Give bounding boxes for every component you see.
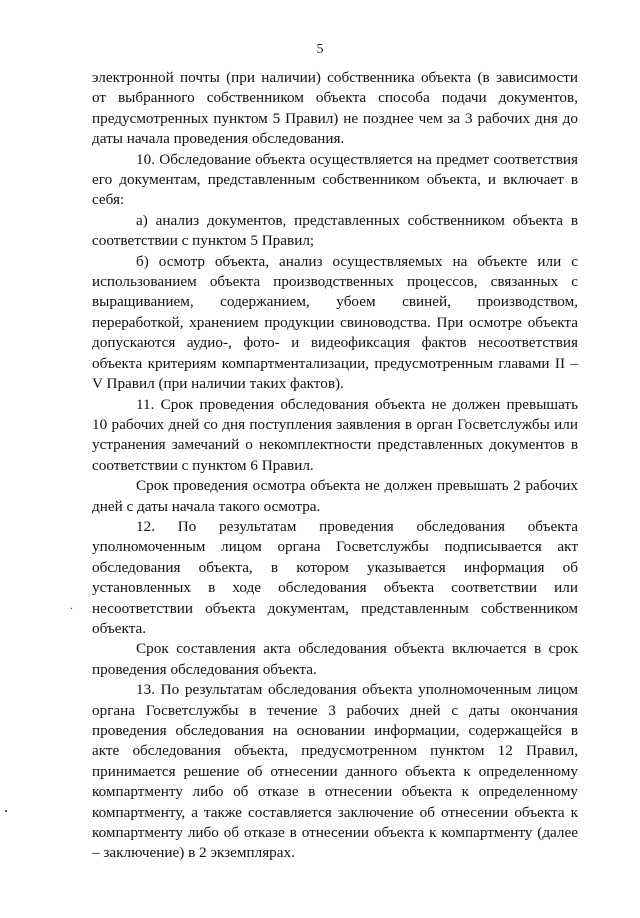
page-number: 5 bbox=[316, 42, 324, 57]
paragraph-item-12-term: Срок составления акта обследования объекта включается в срок проведения обследования объекта. bbox=[92, 640, 578, 678]
paragraph-item-13: 13. По результатам обследования объекта уполномоченным лицом органа Госветслужбы в течение 3 рабочих дней с даты окончания проведения обследования на основании информации, содержащейся в акте обследования объекта, предусмотренном пунктом 12 Правил, принимается решение об отнесении данного объекта к определенному компартменту либо об отказе в отнесении объекта к определенному компартменту, а также составляется заключение об отнесении объекта к компартменту либо об отказе в отнесении объекта к компартменту (далее – заключение) в 2 экземплярах. bbox=[92, 681, 578, 862]
paragraph-item-10a: а) анализ документов, представленных собственником объекта в соответствии с пунктом 5 Правил; bbox=[92, 211, 578, 250]
paragraph-item-11: 11. Срок проведения обследования объекта не должен превышать 10 рабочих дней со дня поступления заявления в орган Госветслужбы или устранения замечаний о некомплектности представленных документов в соответствии с пунктом 6 Правил. bbox=[92, 395, 578, 474]
paragraph-item-12: 12. По результатам проведения обследования объекта уполномоченным лицом органа Госветслужбы подписывается акт обследования объекта, в котором указывается информация об установленных в ходе обследования объекта соответствии или несоответствии объекта документам, представленным собственником объекта. bbox=[92, 517, 578, 637]
document-body bbox=[92, 68, 578, 864]
paragraph-item-11-term: Срок проведения осмотра объекта не должен превышать 2 рабочих дней с даты начала такого осмотра. bbox=[92, 477, 578, 515]
scan-mark: · bbox=[70, 604, 74, 615]
paragraph-continuation: электронной почты (при наличии) собственника объекта (в зависимости от выбранного собственником объекта способа подачи документов, предусмотренных пунктом 5 Правил) не позднее чем за 3 рабочих дня до даты начала проведения обследования. bbox=[92, 69, 578, 148]
scan-mark bbox=[5, 810, 7, 812]
paragraph-item-10b: б) осмотр объекта, анализ осуществляемых на объекте или с использованием объекта производственных процессов, связанных с выращиванием, содержанием, убоем свиней, производством, переработкой, хранением продукции свиноводства. При осмотре объекта допускаются аудио-, фото- и видеофиксация фактов несоответствия объекта критериям компартментализации, предусмотренным главами II – V Правил (при наличии таких фактов). bbox=[92, 252, 578, 393]
paragraph-item-10: 10. Обследование объекта осуществляется на предмет соответствия его документам, представленным собственником объекта, и включает в себя: bbox=[92, 150, 578, 209]
